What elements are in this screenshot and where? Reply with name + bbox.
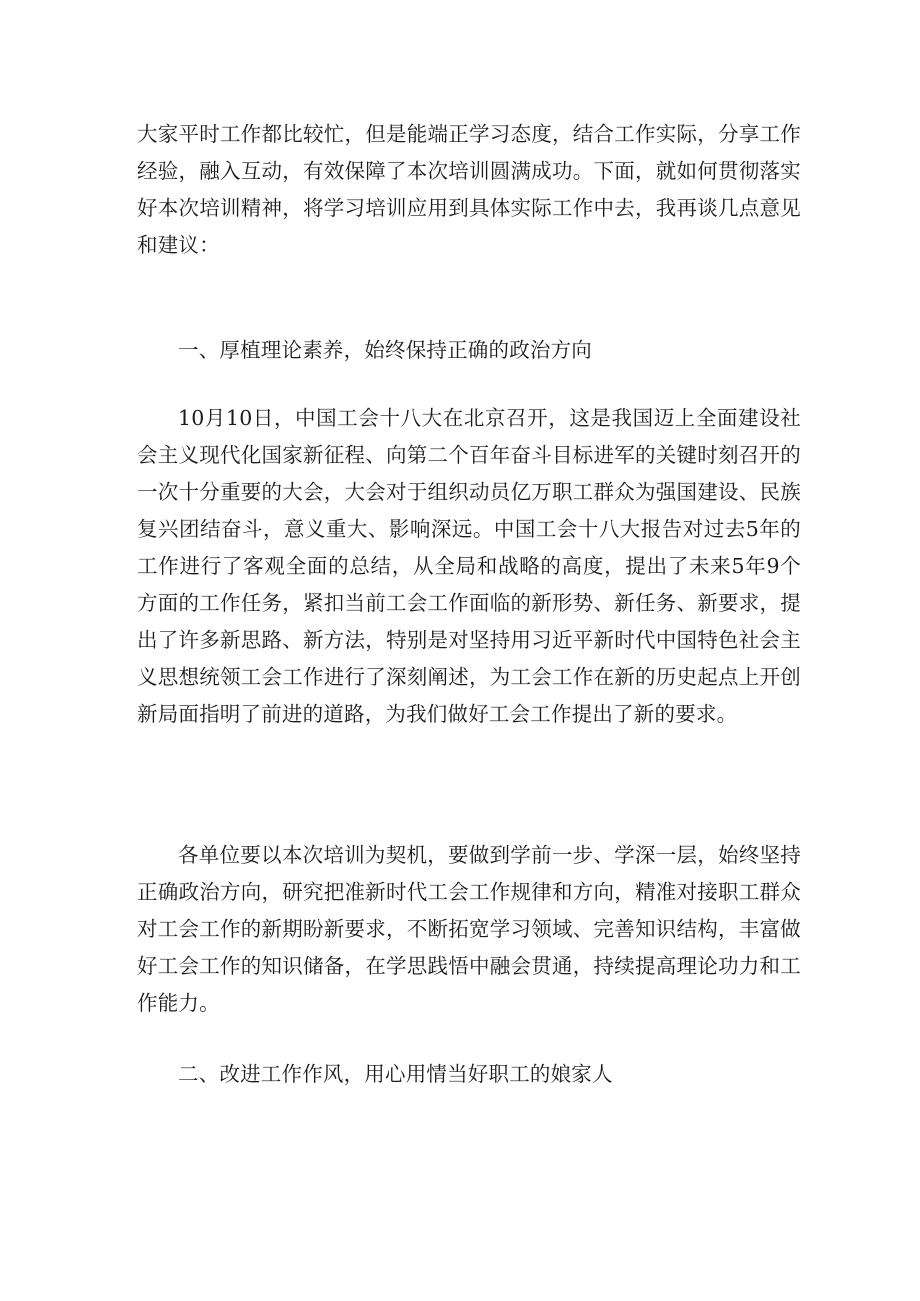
body-paragraph-training: 各单位要以本次培训为契机，要做到学前一步、学深一层，始终坚持正确政治方向，研究把准新时代工会工作规律和方向，精准对接职工群众对工会工作的新期盼新要求，不断拓宽学习领域、完善知识结构，丰富做好工会工作的知识储备，在学思践悟中融会贯通，持续提高理论功力和工作能力。 — [137, 843, 801, 1015]
section-heading-1: 一、厚植理论素养，始终保持正确的政治方向 — [178, 338, 592, 362]
section-heading-2: 二、改进工作作风，用心用情当好职工的娘家人 — [178, 1062, 613, 1086]
body-paragraph-congress: 10月10日，中国工会十八大在北京召开，这是我国迈上全面建设社会主义现代化国家新征程、向第二个百年奋斗目标进军的关键时刻召开的一次十分重要的大会，大会对于组织动员亿万职工群众为强国建设、民族复兴团结奋斗，意义重大、影响深远。中国工会十八大报告对过去5年的工作进行了客观全面的总结，从全局和战略的高度，提出了未来5年9个方面的工作任务，紧扣当前工会工作面临的新形势、新任务、新要求，提出了许多新思路、新方法，特别是对坚持用习近平新时代中国特色社会主义思想统领工会工作进行了深刻阐述，为工会工作在新的历史起点上开创新局面指明了前进的道路，为我们做好工会工作提出了新的要求。 — [137, 406, 801, 726]
body-paragraph-intro: 大家平时工作都比较忙，但是能端正学习态度，结合工作实际，分享工作经验，融入互动，有效保障了本次培训圆满成功。下面，就如何贯彻落实好本次培训精神，将学习培训应用到具体实际工作中去，我再谈几点意见和建议： — [137, 122, 801, 257]
